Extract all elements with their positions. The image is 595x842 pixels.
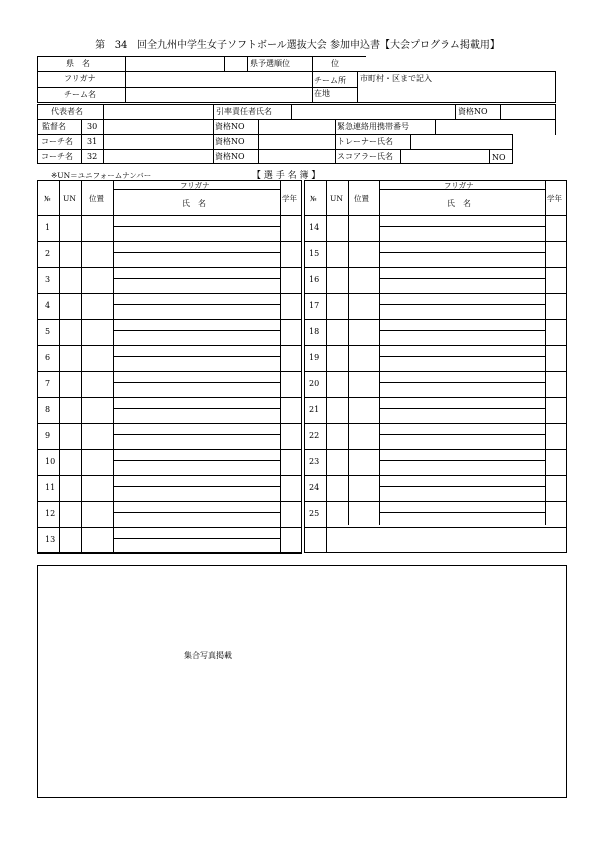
furigana-field[interactable] <box>380 320 544 344</box>
un-field[interactable] <box>60 424 80 448</box>
grade-field[interactable] <box>546 502 566 526</box>
col-un-left: UN <box>63 194 76 203</box>
representative-label: 代表者名 <box>51 107 83 116</box>
un-note: ※UN＝ユニフォームナンバー <box>51 171 152 180</box>
furigana-field[interactable] <box>114 476 279 500</box>
grade-field[interactable] <box>281 502 301 526</box>
furigana-field[interactable] <box>114 450 279 474</box>
player-row-number: 9 <box>45 431 51 440</box>
coach2-label: コーチ名 <box>41 152 73 161</box>
position-field[interactable] <box>349 320 378 344</box>
player-row-number: 12 <box>45 509 56 518</box>
col-furigana-right: フリガナ <box>444 181 474 190</box>
coach1-field[interactable] <box>104 135 212 148</box>
trainer-field[interactable] <box>411 135 511 148</box>
player-row-number: 21 <box>309 405 320 414</box>
un-field[interactable] <box>327 320 347 344</box>
furigana-field[interactable] <box>380 346 544 370</box>
player-row-number: 2 <box>45 249 51 258</box>
un-field[interactable] <box>60 242 80 266</box>
location-label: チーム所 <box>314 76 346 85</box>
prefecture-label: 県 名 <box>66 59 90 68</box>
un-field[interactable] <box>60 346 80 370</box>
grade-field[interactable] <box>546 424 566 448</box>
player-row-number: 16 <box>309 275 320 284</box>
furigana-field[interactable] <box>114 528 279 552</box>
player-row-number: 4 <box>45 301 51 310</box>
position-field[interactable] <box>349 268 378 292</box>
team-name-label: チーム名 <box>64 90 96 99</box>
col-name-left: 氏 名 <box>182 199 206 208</box>
un-field[interactable] <box>327 450 347 474</box>
leader-qualification-field[interactable] <box>501 105 555 118</box>
furigana-field[interactable] <box>380 398 544 422</box>
un-field[interactable] <box>327 398 347 422</box>
un-field[interactable] <box>60 320 80 344</box>
furigana-label: フリガナ <box>64 74 96 83</box>
furigana-field[interactable] <box>380 216 544 240</box>
player-row-number: 15 <box>309 249 320 258</box>
un-field[interactable] <box>60 528 80 552</box>
position-field[interactable] <box>82 268 112 292</box>
furigana-field[interactable] <box>380 424 544 448</box>
grade-field[interactable] <box>546 242 566 266</box>
position-field[interactable] <box>82 450 112 474</box>
un-field[interactable] <box>327 268 347 292</box>
furigana-field[interactable] <box>380 476 544 500</box>
player-row-number: 23 <box>309 457 320 466</box>
player-row-number: 6 <box>45 353 51 362</box>
location-note: 市町村・区まで記入 <box>360 74 432 83</box>
position-field[interactable] <box>349 398 378 422</box>
position-field[interactable] <box>349 216 378 240</box>
position-field[interactable] <box>82 242 112 266</box>
col-grade-left: 学年 <box>282 194 297 203</box>
scorer-label: スコアラー氏名 <box>337 152 393 161</box>
grade-field[interactable] <box>281 476 301 500</box>
grade-field[interactable] <box>281 424 301 448</box>
furigana-field[interactable] <box>114 372 279 396</box>
position-field[interactable] <box>82 476 112 500</box>
furigana-field[interactable] <box>380 372 544 396</box>
grade-field[interactable] <box>281 294 301 318</box>
un-field[interactable] <box>327 346 347 370</box>
un-field[interactable] <box>60 398 80 422</box>
grade-field[interactable] <box>546 450 566 474</box>
location-label-2: 在地 <box>314 89 330 98</box>
player-row-number: 13 <box>45 535 56 544</box>
coach1-qualification-label: 資格NO <box>215 137 245 146</box>
un-field[interactable] <box>327 424 347 448</box>
furigana-field[interactable] <box>114 268 279 292</box>
grade-field[interactable] <box>546 476 566 500</box>
grade-field[interactable] <box>546 268 566 292</box>
furigana-field[interactable] <box>114 346 279 370</box>
manager-qualification-field[interactable] <box>259 120 334 133</box>
grade-field[interactable] <box>281 320 301 344</box>
col-no-right: № <box>310 195 317 203</box>
group-photo-label: 集合写真掲載 <box>184 651 232 660</box>
grade-field[interactable] <box>281 346 301 370</box>
un-field[interactable] <box>60 450 80 474</box>
player-row-number: 24 <box>309 483 320 492</box>
un-field[interactable] <box>327 372 347 396</box>
manager-no: 30 <box>87 122 98 131</box>
un-field[interactable] <box>327 294 347 318</box>
coach2-field[interactable] <box>104 150 212 163</box>
un-field[interactable] <box>60 216 80 240</box>
coach1-label: コーチ名 <box>41 137 73 146</box>
player-row-number: 10 <box>45 457 56 466</box>
emergency-field[interactable] <box>436 120 555 133</box>
grade-field[interactable] <box>281 450 301 474</box>
player-row-number: 3 <box>45 275 51 284</box>
grade-field[interactable] <box>281 216 301 240</box>
un-field[interactable] <box>60 294 80 318</box>
player-row-number: 7 <box>45 379 51 388</box>
furigana-field[interactable] <box>380 502 544 526</box>
un-field[interactable] <box>60 268 80 292</box>
team-furigana-field[interactable] <box>126 72 311 86</box>
position-field[interactable] <box>349 450 378 474</box>
col-name-right: 氏 名 <box>447 199 471 208</box>
position-field[interactable] <box>82 528 112 552</box>
position-field[interactable] <box>82 346 112 370</box>
player-row-number: 17 <box>309 301 320 310</box>
furigana-field[interactable] <box>114 320 279 344</box>
position-field[interactable] <box>82 216 112 240</box>
un-field[interactable] <box>60 476 80 500</box>
col-grade-right: 学年 <box>547 194 562 203</box>
leader-label: 引率責任者氏名 <box>216 107 272 116</box>
grade-field[interactable] <box>281 528 301 552</box>
form-title: 第 34 回全九州中学生女子ソフトボール選抜大会 参加申込書【大会プログラム掲載用】 <box>95 40 500 51</box>
prefecture-field[interactable] <box>126 57 223 70</box>
player-row-number: 22 <box>309 431 320 440</box>
player-row-number: 25 <box>309 509 320 518</box>
location-field[interactable] <box>358 84 555 102</box>
player-row-number: 1 <box>45 223 51 232</box>
leader-qualification-label: 資格NO <box>458 107 488 116</box>
furigana-field[interactable] <box>114 242 279 266</box>
grade-field[interactable] <box>281 372 301 396</box>
position-field[interactable] <box>82 372 112 396</box>
manager-label: 監督名 <box>42 122 66 131</box>
position-field[interactable] <box>349 372 378 396</box>
grade-field[interactable] <box>546 216 566 240</box>
furigana-field[interactable] <box>380 242 544 266</box>
coach2-qualification-label: 資格NO <box>215 152 245 161</box>
furigana-field[interactable] <box>380 294 544 318</box>
furigana-field[interactable] <box>114 216 279 240</box>
manager-qualification-label: 資格NO <box>215 122 245 131</box>
un-field[interactable] <box>327 502 347 526</box>
furigana-field[interactable] <box>114 424 279 448</box>
un-field[interactable] <box>327 476 347 500</box>
position-field[interactable] <box>349 242 378 266</box>
position-field[interactable] <box>349 424 378 448</box>
col-pos-right: 位置 <box>354 194 369 203</box>
furigana-field[interactable] <box>114 294 279 318</box>
team-name-field[interactable] <box>126 88 311 102</box>
un-field[interactable] <box>60 372 80 396</box>
col-un-right: UN <box>330 194 343 203</box>
player-row-number: 14 <box>309 223 320 232</box>
grade-field[interactable] <box>546 294 566 318</box>
furigana-field[interactable] <box>380 268 544 292</box>
furigana-field[interactable] <box>114 398 279 422</box>
position-field[interactable] <box>349 294 378 318</box>
position-field[interactable] <box>82 502 112 526</box>
player-row-number: 20 <box>309 379 320 388</box>
position-field[interactable] <box>349 476 378 500</box>
un-field[interactable] <box>327 242 347 266</box>
grade-field[interactable] <box>281 398 301 422</box>
player-row-number: 11 <box>45 483 56 492</box>
trainer-label: トレーナー氏名 <box>337 137 393 146</box>
player-row-number: 19 <box>309 353 320 362</box>
grade-field[interactable] <box>546 320 566 344</box>
position-field[interactable] <box>349 346 378 370</box>
col-furigana-left: フリガナ <box>180 181 210 190</box>
grade-field[interactable] <box>281 268 301 292</box>
grade-field[interactable] <box>546 372 566 396</box>
col-no-left: № <box>44 195 51 203</box>
player-row-number: 18 <box>309 327 320 336</box>
group-photo-area[interactable] <box>37 565 567 798</box>
player-row-number: 8 <box>45 405 51 414</box>
grade-field[interactable] <box>281 242 301 266</box>
representative-field[interactable] <box>104 105 212 118</box>
position-field[interactable] <box>82 320 112 344</box>
position-field[interactable] <box>349 502 378 526</box>
furigana-field[interactable] <box>114 502 279 526</box>
rank-unit: 位 <box>331 59 339 68</box>
scorer-no-label: NO <box>492 153 506 162</box>
position-field[interactable] <box>82 424 112 448</box>
grade-field[interactable] <box>546 398 566 422</box>
col-pos-left: 位置 <box>89 194 104 203</box>
position-field[interactable] <box>82 398 112 422</box>
scorer-field[interactable] <box>401 150 488 163</box>
un-field[interactable] <box>327 216 347 240</box>
manager-field[interactable] <box>104 120 212 133</box>
furigana-field[interactable] <box>380 450 544 474</box>
player-row-number: 5 <box>45 327 51 336</box>
scorer-no-field[interactable] <box>502 150 511 163</box>
grade-field[interactable] <box>546 346 566 370</box>
rank-label: 県予選順位 <box>250 59 290 68</box>
un-field[interactable] <box>60 502 80 526</box>
coach2-qualification-field[interactable] <box>259 150 334 163</box>
position-field[interactable] <box>82 294 112 318</box>
coach1-no: 31 <box>87 137 98 146</box>
emergency-label: 緊急連絡用携帯番号 <box>337 122 409 131</box>
leader-field[interactable] <box>292 105 454 118</box>
roster-heading: 【 選 手 名 簿 】 <box>252 171 321 181</box>
coach2-no: 32 <box>87 152 98 161</box>
coach1-qualification-field[interactable] <box>259 135 334 148</box>
